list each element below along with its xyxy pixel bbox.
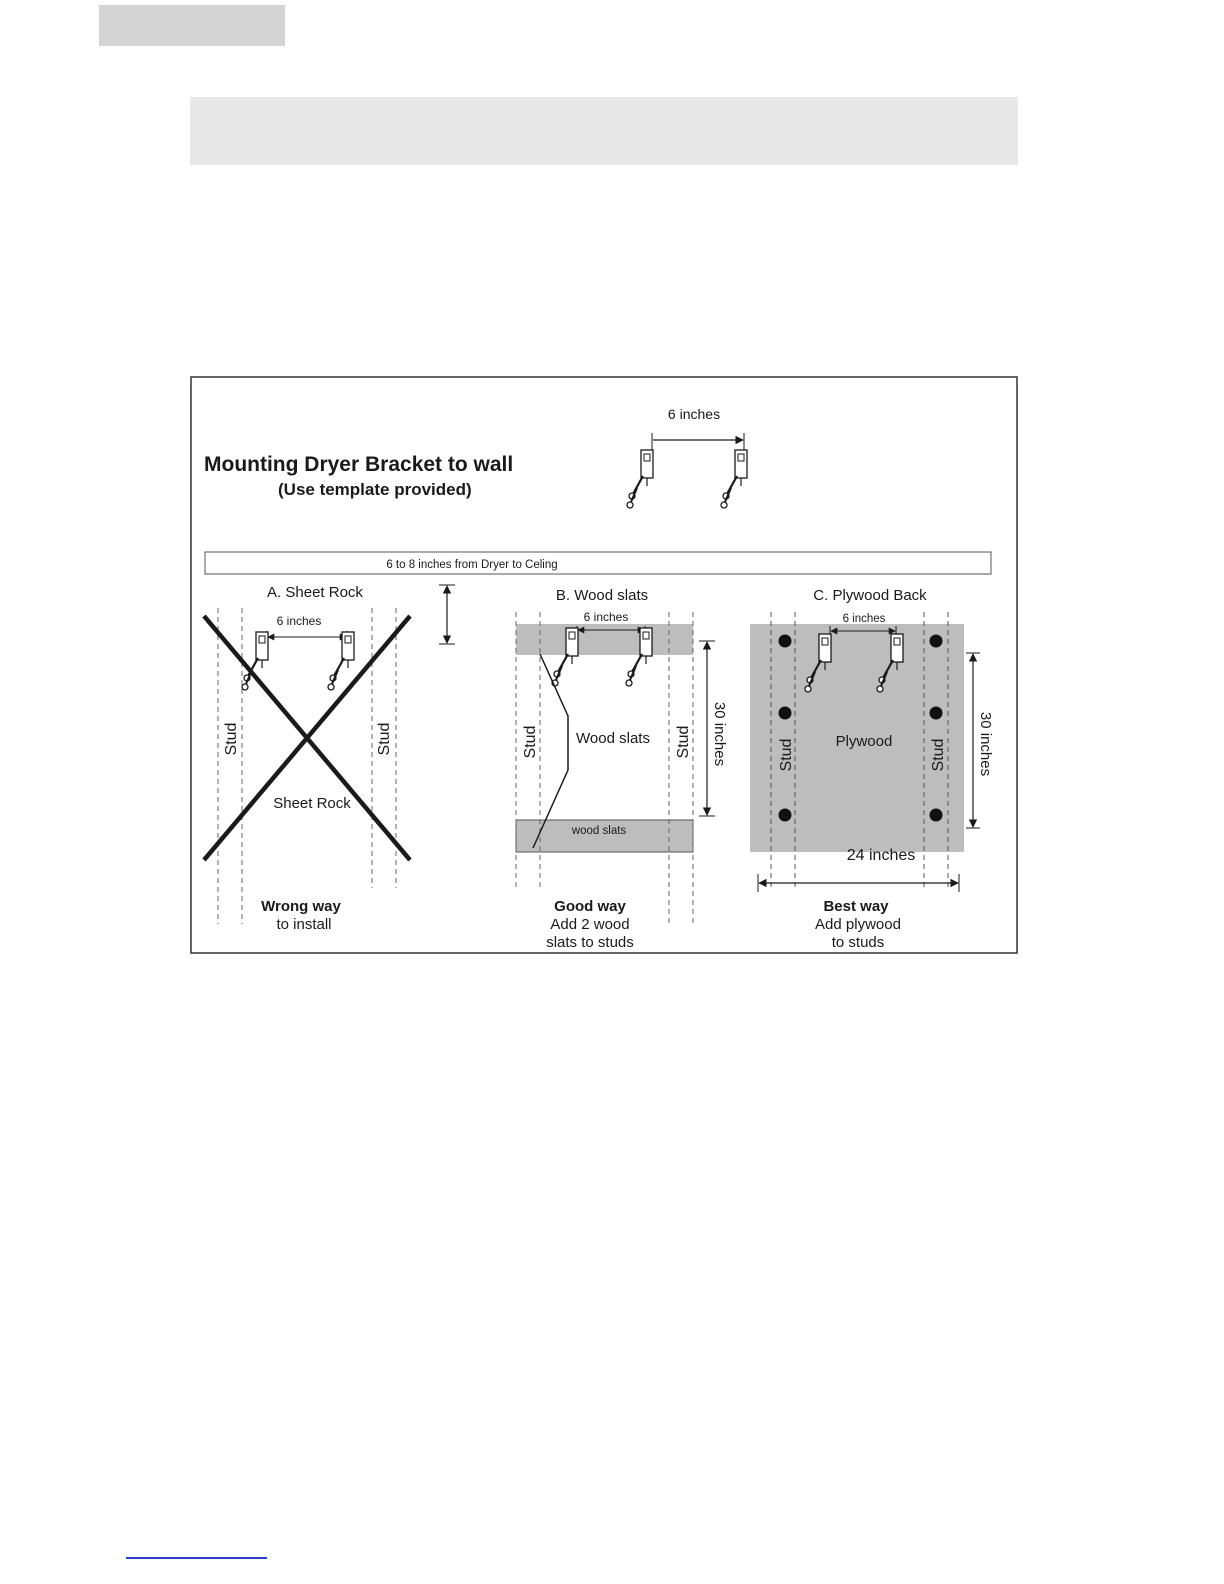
ceiling-bar — [205, 552, 991, 574]
panel-c-heading: C. Plywood Back — [813, 587, 927, 604]
panel-a-bracket-label: 6 inches — [276, 614, 322, 628]
panel-a-caption-bold: Wrong way — [261, 898, 341, 915]
screw-dot — [930, 707, 943, 720]
panel-a-caption: to install — [276, 916, 332, 933]
panel-b-stud-right: Stud — [675, 725, 692, 759]
panel-c-caption-1: Add plywood — [815, 916, 901, 933]
screw-dot — [779, 809, 792, 822]
screw-dot — [930, 809, 943, 822]
panel-c-stud-left: Stud — [778, 738, 795, 772]
panel-b-heading: B. Wood slats — [555, 587, 649, 604]
panel-c-width-label: 24 inches — [846, 847, 916, 864]
panel-c-stud-right: Stud — [930, 738, 947, 772]
section-banner — [190, 97, 1018, 165]
panel-c-caption-2: to studs — [831, 934, 885, 951]
figure-title: Mounting Dryer Bracket to wall — [204, 453, 514, 476]
panel-c-height-label: 30 inches — [977, 711, 994, 777]
panel-b-caption-2: slats to studs — [546, 934, 634, 951]
screw-dot — [779, 707, 792, 720]
footer-link-rule — [126, 1557, 267, 1559]
ceiling-bar-label: 6 to 8 inches from Dryer to Celing — [386, 559, 558, 571]
top-bracket-label: 6 inches — [667, 406, 721, 422]
figure-subtitle: (Use template provided) — [278, 480, 472, 499]
screw-dot — [930, 635, 943, 648]
panel-a-stud-left: Stud — [223, 722, 240, 756]
panel-b-caption-bold: Good way — [554, 898, 626, 915]
panel-c-bracket-label: 6 inches — [842, 613, 886, 625]
panel-a-stud-right: Stud — [376, 722, 393, 756]
panel-c-center-label: Plywood — [835, 733, 893, 750]
panel-c-caption-bold: Best way — [823, 898, 889, 915]
panel-b-stud-left: Stud — [522, 725, 539, 759]
screw-dot — [779, 635, 792, 648]
top-wood-slat — [516, 624, 693, 655]
panel-b-height-label: 30 inches — [711, 701, 728, 767]
header-tab-block — [99, 5, 285, 46]
panel-b-bottom-slat-label: wood slats — [571, 825, 627, 837]
mounting-diagram — [190, 376, 1018, 954]
panel-a-heading: A. Sheet Rock — [267, 584, 363, 601]
panel-b-center-label: Wood slats — [576, 730, 650, 747]
panel-a-center-label: Sheet Rock — [273, 795, 351, 812]
panel-b-bracket-label: 6 inches — [583, 610, 629, 624]
panel-b-caption-1: Add 2 wood — [550, 916, 630, 933]
